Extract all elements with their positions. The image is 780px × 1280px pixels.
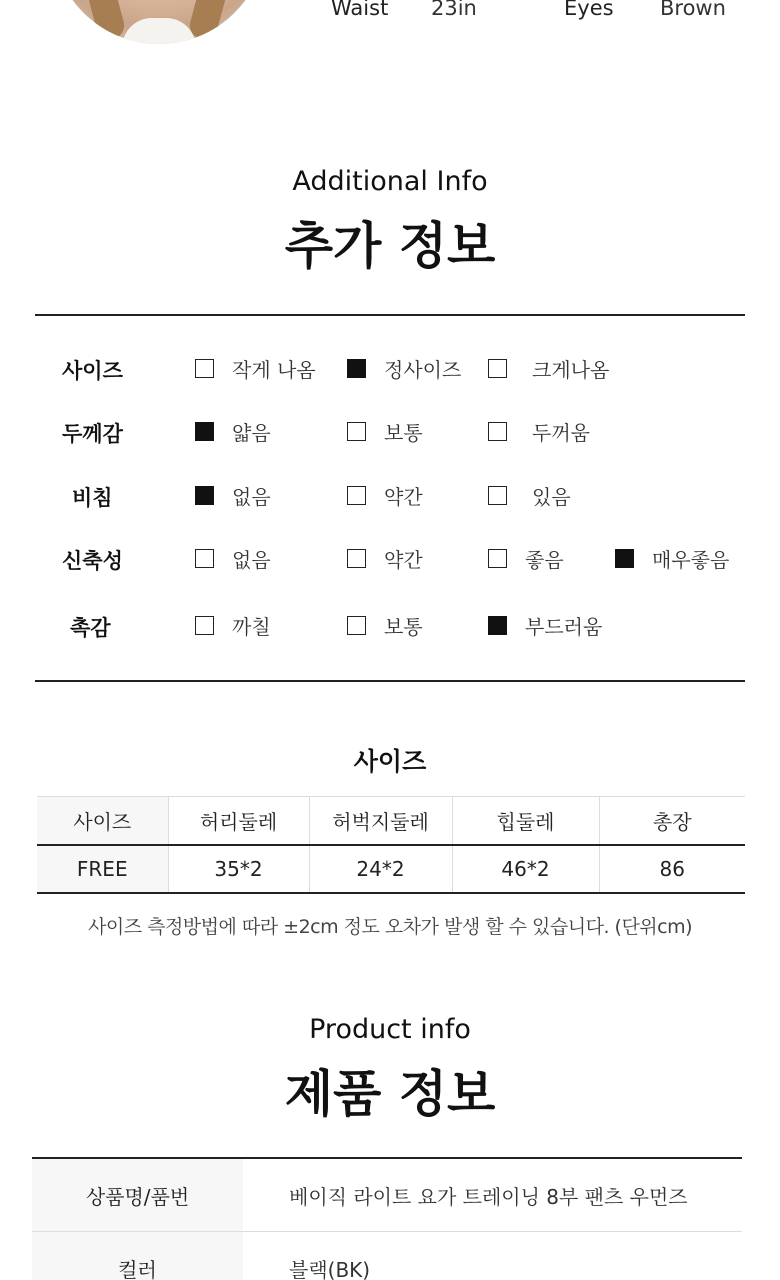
attr-option [488, 418, 590, 444]
attr-option-label: 보통 [384, 420, 423, 445]
product-info-key: 상품명/품번 [32, 1159, 243, 1231]
attr-option-label: 약간 [384, 484, 423, 509]
size-cell: FREE [37, 845, 168, 893]
product-info-row [32, 1159, 742, 1232]
checkbox-filled [488, 616, 507, 635]
attr-option [195, 545, 271, 571]
attr-row-elasticity [0, 537, 780, 577]
additional-info-title-en: Additional Info [292, 166, 488, 197]
attr-option-label: 크게나옴 [532, 357, 610, 382]
size-header-cell: 허벅지둘레 [309, 797, 452, 845]
attr-label: 비침 [72, 486, 113, 510]
attr-option-label: 까칠 [232, 614, 271, 639]
attr-option-label: 작게 나옴 [232, 357, 316, 382]
attr-option [615, 545, 729, 571]
checkbox-empty [195, 616, 214, 635]
attr-option-label: 약간 [384, 547, 423, 572]
attr-label: 사이즈 [62, 359, 123, 383]
attr-option-label: 정사이즈 [384, 357, 462, 382]
product-info-value: 블랙(BK) [289, 1257, 371, 1280]
checkbox-empty [488, 422, 507, 441]
model-stats-strip [0, 0, 780, 60]
checkbox-empty [195, 549, 214, 568]
size-note: 사이즈 측정방법에 따라 ±2cm 정도 오차가 발생 할 수 있습니다. (단위cm) [87, 916, 693, 938]
attr-row-texture [0, 604, 780, 644]
attr-option [195, 355, 316, 381]
checkbox-empty [488, 549, 507, 568]
attr-option [195, 418, 271, 444]
attr-option-label: 부드러움 [525, 614, 603, 639]
attr-option [347, 418, 423, 444]
size-table-row [37, 845, 745, 893]
product-info-row [32, 1232, 742, 1280]
stat-waist-value: 23in [431, 0, 477, 20]
attr-row-sheerness [0, 474, 780, 514]
model-photo-shirt [122, 18, 196, 44]
attr-label: 촉감 [70, 616, 111, 640]
product-info-value: 베이직 라이트 요가 트레이닝 8부 팬츠 우먼즈 [289, 1184, 688, 1209]
stat-eyes-label: Eyes [564, 0, 614, 20]
checkbox-filled [195, 486, 214, 505]
size-cell: 35*2 [168, 845, 309, 893]
attr-option-label: 좋음 [525, 547, 564, 572]
checkbox-filled [347, 359, 366, 378]
size-cell: 24*2 [309, 845, 452, 893]
attr-option [347, 355, 461, 381]
attr-option-label: 있음 [532, 484, 571, 509]
product-info-title-en: Product info [309, 1014, 471, 1045]
stat-waist-label: Waist [331, 0, 389, 20]
checkbox-empty [488, 359, 507, 378]
attr-option [347, 612, 423, 638]
attr-option [488, 355, 609, 381]
attr-option-label: 없음 [232, 547, 271, 572]
size-section-title: 사이즈 [353, 747, 427, 776]
attr-option [195, 612, 271, 638]
size-header-cell: 총장 [599, 797, 745, 845]
additional-info-top-divider [35, 314, 745, 316]
size-table-header-row [37, 797, 745, 845]
size-cell: 86 [599, 845, 745, 893]
size-header-cell: 허리둘레 [168, 797, 309, 845]
attr-option-label: 보통 [384, 614, 423, 639]
attr-option [347, 545, 423, 571]
stat-eyes-value: Brown [660, 0, 726, 20]
checkbox-empty [347, 422, 366, 441]
product-info-title-ko: 제품 정보 [284, 1065, 496, 1123]
model-photo-hair-left [85, 0, 128, 43]
checkbox-empty [488, 486, 507, 505]
additional-info-bottom-divider [35, 680, 745, 682]
model-photo [52, 0, 266, 44]
checkbox-filled [195, 422, 214, 441]
attr-label: 두께감 [62, 422, 123, 446]
size-table [37, 796, 745, 894]
size-cell: 46*2 [452, 845, 599, 893]
checkbox-filled [615, 549, 634, 568]
checkbox-empty [347, 486, 366, 505]
attr-option-label: 두꺼움 [532, 420, 590, 445]
attr-option [195, 482, 271, 508]
attr-option-label: 얇음 [232, 420, 271, 445]
additional-info-title-ko: 추가 정보 [284, 217, 496, 275]
attr-option-label: 없음 [232, 484, 271, 509]
size-header-cell: 힙둘레 [452, 797, 599, 845]
attr-option-label: 매우좋음 [652, 547, 730, 572]
attr-row-thickness [0, 410, 780, 450]
size-header-cell: 사이즈 [37, 797, 168, 845]
attr-option [347, 482, 423, 508]
attr-row-size [0, 347, 780, 387]
checkbox-empty [195, 359, 214, 378]
checkbox-empty [347, 616, 366, 635]
product-info-key: 컬러 [32, 1232, 243, 1280]
attr-option [488, 612, 602, 638]
checkbox-empty [347, 549, 366, 568]
attr-option [488, 545, 564, 571]
attr-label: 신축성 [62, 549, 123, 573]
product-info-table [32, 1157, 742, 1280]
attr-option [488, 482, 571, 508]
